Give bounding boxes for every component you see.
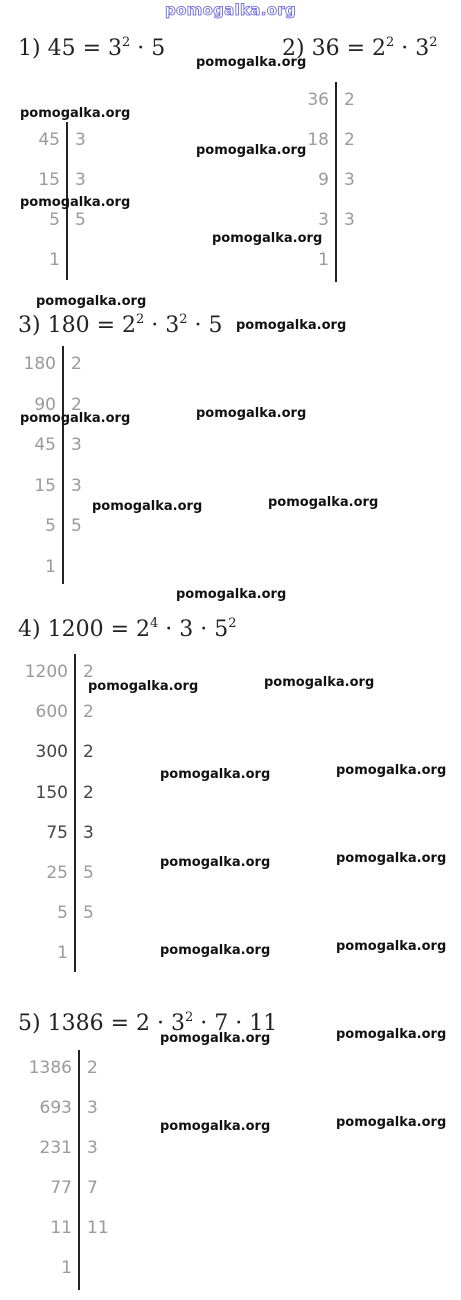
divisor-value: 2 (71, 354, 82, 374)
problem-number: 1200 (47, 617, 104, 642)
watermark: pomogalka.org (268, 495, 379, 510)
divisor-value: 7 (87, 1178, 98, 1198)
divisor-value: 5 (71, 516, 82, 536)
dividend-value: 15 (38, 170, 60, 190)
problem-label: 5) (18, 1011, 41, 1036)
factor-base: 2 (122, 313, 137, 338)
dividend-value: 15 (34, 476, 56, 496)
divisor-value: 2 (83, 742, 94, 762)
problem-number: 36 (311, 36, 340, 61)
equation-2: 2) $36 = 2^2 \cdot 3^2$ (282, 35, 438, 61)
divisor-value: 3 (71, 435, 82, 455)
factor-exponent: 2 (386, 35, 395, 50)
dividend-value: 1200 (24, 662, 68, 682)
factor-base: 11 (249, 1011, 278, 1036)
factor-base: 5 (214, 617, 229, 642)
divisor-value: 3 (75, 130, 86, 150)
watermark: pomogalka.org (20, 195, 131, 210)
watermark: pomogalka.org (36, 294, 147, 309)
problem-number: 180 (47, 313, 90, 338)
watermark: pomogalka.org (212, 231, 323, 246)
division-line (78, 1050, 80, 1290)
problem-label: 4) (18, 617, 41, 642)
dividend-value: 75 (46, 823, 68, 843)
equation-4: 4) $1200 = 2^4 \cdot 3 \cdot 5^2$ (18, 616, 237, 642)
watermark: pomogalka.org (336, 851, 447, 866)
dividend-value: 150 (35, 783, 68, 803)
division-line (335, 82, 337, 282)
dividend-value: 9 (318, 170, 329, 190)
division-line (74, 654, 76, 972)
dividend-value: 45 (38, 130, 60, 150)
dividend-value: 1386 (28, 1058, 72, 1078)
divisor-value: 3 (75, 170, 86, 190)
header-watermark: pomogalka.org (164, 1, 297, 19)
problem-number: 45 (47, 36, 76, 61)
watermark: pomogalka.org (236, 318, 347, 333)
dividend-value: 90 (34, 395, 56, 415)
problem-number: 1386 (47, 1011, 104, 1036)
problem-label: 3) (18, 313, 41, 338)
dividend-value: 231 (39, 1138, 72, 1158)
factor-base: 7 (214, 1011, 229, 1036)
watermark: pomogalka.org (20, 411, 131, 426)
factor-exponent: 2 (179, 312, 188, 327)
problem-label: 1) (18, 36, 41, 61)
dividend-value: 1 (49, 250, 60, 270)
watermark: pomogalka.org (160, 943, 271, 958)
watermark: pomogalka.org (196, 55, 307, 70)
factor-exponent: 2 (122, 35, 131, 50)
dividend-value: 3 (318, 210, 329, 230)
dividend-value: 77 (50, 1178, 72, 1198)
dividend-value: 180 (23, 354, 56, 374)
divisor-value: 5 (83, 863, 94, 883)
dividend-value: 5 (57, 903, 68, 923)
factor-base: 2 (372, 36, 387, 61)
factor-exponent: 4 (150, 616, 159, 631)
dividend-value: 1 (318, 250, 329, 270)
divisor-value: 2 (83, 702, 94, 722)
watermark: pomogalka.org (88, 679, 199, 694)
divisor-value: 2 (83, 783, 94, 803)
watermark: pomogalka.org (176, 587, 287, 602)
dividend-value: 5 (49, 210, 60, 230)
divisor-value: 2 (87, 1058, 98, 1078)
divisor-value: 3 (344, 170, 355, 190)
factor-base: 2 (136, 617, 151, 642)
equation-5: 5) $1386 = 2 \cdot 3^2 \cdot 7 \cdot 11$ (18, 1010, 278, 1036)
factor-base: 5 (151, 36, 166, 61)
dividend-value: 5 (45, 516, 56, 536)
watermark: pomogalka.org (160, 767, 271, 782)
divisor-value: 5 (75, 210, 86, 230)
divisor-value: 3 (83, 823, 94, 843)
divisor-value: 3 (87, 1138, 98, 1158)
factor-exponent: 2 (429, 35, 438, 50)
divisor-value: 2 (344, 90, 355, 110)
divisor-value: 2 (344, 130, 355, 150)
watermark: pomogalka.org (160, 855, 271, 870)
watermark: pomogalka.org (264, 675, 375, 690)
divisor-value: 3 (344, 210, 355, 230)
division-line (62, 346, 64, 584)
divisor-value: 5 (83, 903, 94, 923)
divisor-value: 11 (87, 1218, 109, 1238)
dividend-value: 45 (34, 435, 56, 455)
equation-3: 3) $180 = 2^2 \cdot 3^2 \cdot 5$ (18, 312, 223, 338)
dividend-value: 693 (39, 1098, 72, 1118)
divisor-value: 2 (71, 395, 82, 415)
dividend-value: 300 (35, 742, 68, 762)
watermark: pomogalka.org (336, 763, 447, 778)
factor-base: 3 (165, 313, 180, 338)
divisor-value: 2 (83, 662, 94, 682)
factor-base: 3 (108, 36, 123, 61)
dividend-value: 600 (35, 702, 68, 722)
dividend-value: 36 (307, 90, 329, 110)
factor-exponent: 2 (136, 312, 145, 327)
watermark: pomogalka.org (336, 939, 447, 954)
equation-1: 1) $45 = 3^2 \cdot 5$ (18, 35, 166, 61)
divisor-value: 3 (71, 476, 82, 496)
factor-base: 3 (415, 36, 430, 61)
factor-base: 2 (136, 1011, 151, 1036)
watermark: pomogalka.org (336, 1027, 447, 1042)
dividend-value: 1 (61, 1258, 72, 1278)
watermark: pomogalka.org (196, 406, 307, 421)
watermark: pomogalka.org (160, 1031, 271, 1046)
factor-exponent: 2 (228, 616, 237, 631)
dividend-value: 1 (45, 557, 56, 577)
watermark: pomogalka.org (336, 1115, 447, 1130)
watermark: pomogalka.org (160, 1119, 271, 1134)
dividend-value: 1 (57, 943, 68, 963)
dividend-value: 25 (46, 863, 68, 883)
dividend-value: 11 (50, 1218, 72, 1238)
divisor-value: 3 (87, 1098, 98, 1118)
problem-label: 2) (282, 36, 305, 61)
factor-base: 3 (171, 1011, 185, 1036)
watermark: pomogalka.org (20, 106, 131, 121)
factor-base: 3 (179, 617, 194, 642)
factor-base: 5 (208, 313, 223, 338)
watermark: pomogalka.org (196, 143, 307, 158)
factor-exponent: 2 (185, 1010, 194, 1025)
dividend-value: 18 (307, 130, 329, 150)
watermark: pomogalka.org (92, 499, 203, 514)
